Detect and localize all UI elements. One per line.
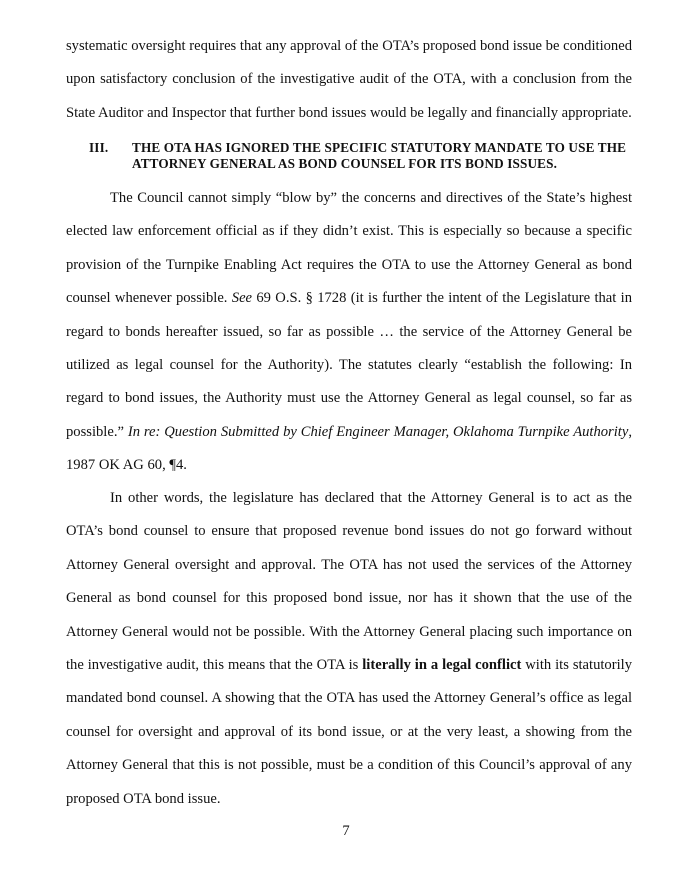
paragraph-text: The Council cannot simply “blow by” the concerns and directives of the State’s highest elected law enforcement official as if they didn’t exist. This is especially so because a specific provision of the Turnpike Enabling Act requires the OTA to use the Attorney General as bond counsel whenever possible.	[66, 190, 632, 307]
citation-reporter: , 1987 OK AG 60, ¶4.	[66, 423, 632, 474]
paragraph-text: In other words, the legislature has declared that the Attorney General is to act as the OTA’s bond counsel to ensure that proposed revenue bond issues do not go forward without Attorney General oversight and approval. The OTA has not used the services of the Attorney General as bond counsel for this proposed bond issue, nor has it shown that the use of the Attorney General would not be possible. With the Attorney General placing such importance on the investigative audit, this means that the OTA is	[66, 490, 632, 674]
section-heading	[89, 140, 632, 171]
emphasis-bold: literally in a legal conflict	[362, 657, 522, 674]
section-number: III.	[89, 140, 109, 155]
page-number: 7	[342, 823, 350, 839]
case-citation: In re: Question Submitted by Chief Engineer Manager, Oklahoma Turnpike Authority	[127, 423, 629, 440]
paragraph-council	[66, 182, 632, 483]
paragraph-continuation: systematic oversight requires that any approval of the OTA’s proposed bond issue be conditioned upon satisfactory conclusion of the investigative audit of the OTA, with a conclusion from the State Auditor and Inspector that further bond issues would be legally and financially appropriate.	[66, 38, 632, 121]
signal-see: See	[231, 290, 253, 307]
paragraph-legislature	[66, 482, 632, 816]
paragraph-text: 69 O.S. § 1728 (it is further the intent of the Legislature that in regard to bonds hereafter issued, so far as possible … the service of the Attorney General be utilized as legal counsel for the Authority). The statutes clearly “establish the following: In regard to bond issues, the Authority must use the Attorney General as legal counsel, so far as possible.”	[66, 290, 633, 440]
paragraph-text: with its statutorily mandated bond counsel. A showing that the OTA has used the Attorney General’s office as legal counsel for oversight and approval of its bond issue, or at the very least, a showing from the Attorney General that this is not possible, must be a condition of this Council’s approval of any proposed OTA bond issue.	[66, 657, 632, 807]
section-title: THE OTA HAS IGNORED THE SPECIFIC STATUTORY MANDATE TO USE THE ATTORNEY GENERAL AS BOND COUNSEL FOR ITS BOND ISSUES.	[132, 140, 627, 171]
